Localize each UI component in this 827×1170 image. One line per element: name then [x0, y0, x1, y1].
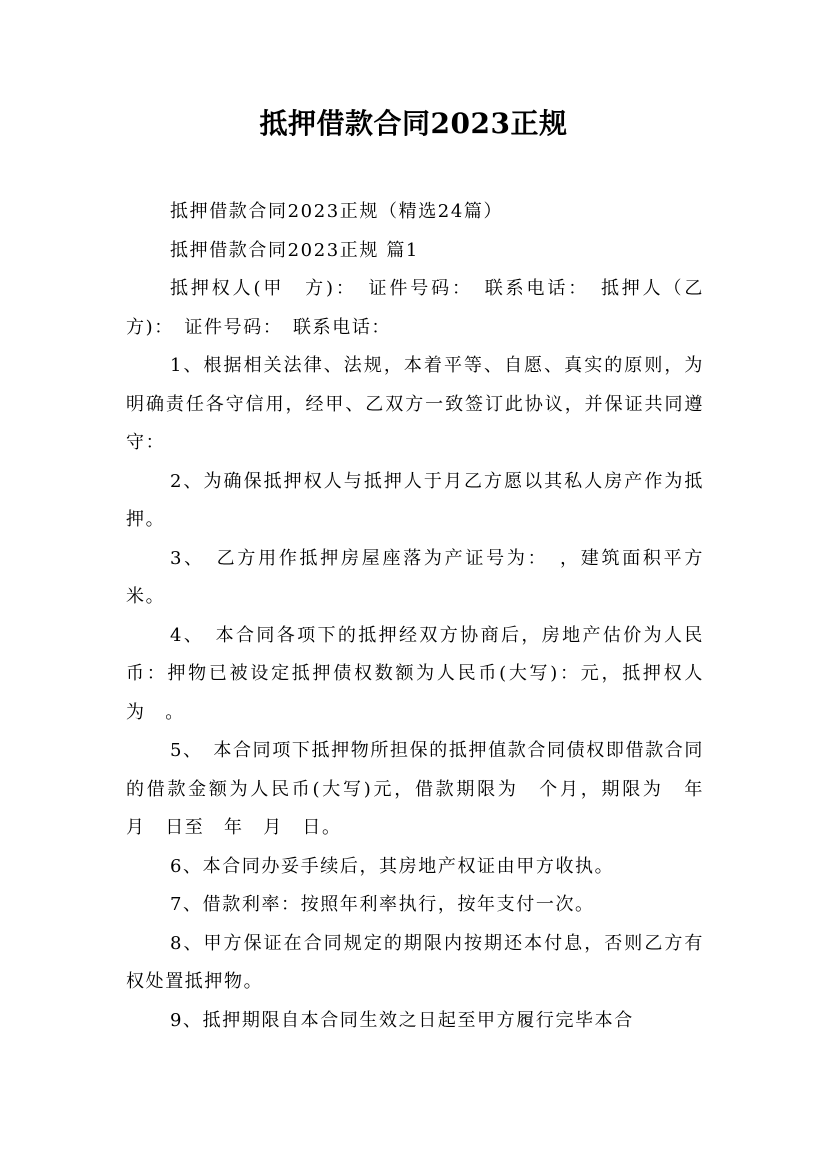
section-heading-paragraph: 抵押借款合同2023正规 篇1 [170, 239, 419, 261]
document-body [126, 193, 724, 1040]
parties-paragraph: 抵押权人(甲 方)： 证件号码： 联系电话： 抵押人（乙方)： 证件号码： 联系电话： [126, 278, 704, 338]
clause-2-paragraph: 2、为确保抵押权人与抵押人于月乙方愿以其私人房产作为抵押。 [126, 470, 704, 530]
clause-7-paragraph: 7、借款利率：按照年利率执行，按年支付一次。 [170, 894, 595, 915]
clause-8-paragraph: 8、甲方保证在合同规定的期限内按期还本付息，否则乙方有权处置抵押物。 [126, 932, 704, 992]
clause-5-paragraph: 5、 本合同项下抵押物所担保的抵押值款合同债权即借款合同的借款金额为人民币(大写)元，借款期限为 个月，期限为 年 月 日至 年 月 日。 [126, 740, 724, 838]
clause-4-paragraph: 4、 本合同各项下的抵押经双方协商后，房地产估价为人民币：押物已被设定抵押债权数额为人民币(大写)：元，抵押权人为 。 [126, 624, 704, 723]
clause-9-paragraph: 9、抵押期限自本合同生效之日起至甲方履行完毕本合 [170, 1009, 634, 1031]
clause-3-paragraph: 3、 乙方用作抵押房屋座落为产证号为： ，建筑面积平方米。 [126, 547, 704, 607]
clause-6-paragraph: 6、本合同办妥手续后，其房地产权证由甲方收执。 [170, 855, 615, 877]
document-title: 抵押借款合同2023正规 [259, 107, 568, 140]
subtitle-paragraph: 抵押借款合同2023正规（精选24篇） [170, 201, 504, 222]
clause-1-paragraph: 1、根据相关法律、法规，本着平等、自愿、真实的原则，为明确责任各守信用，经甲、乙双方一致签订此协议，并保证共同遵守： [126, 355, 704, 453]
